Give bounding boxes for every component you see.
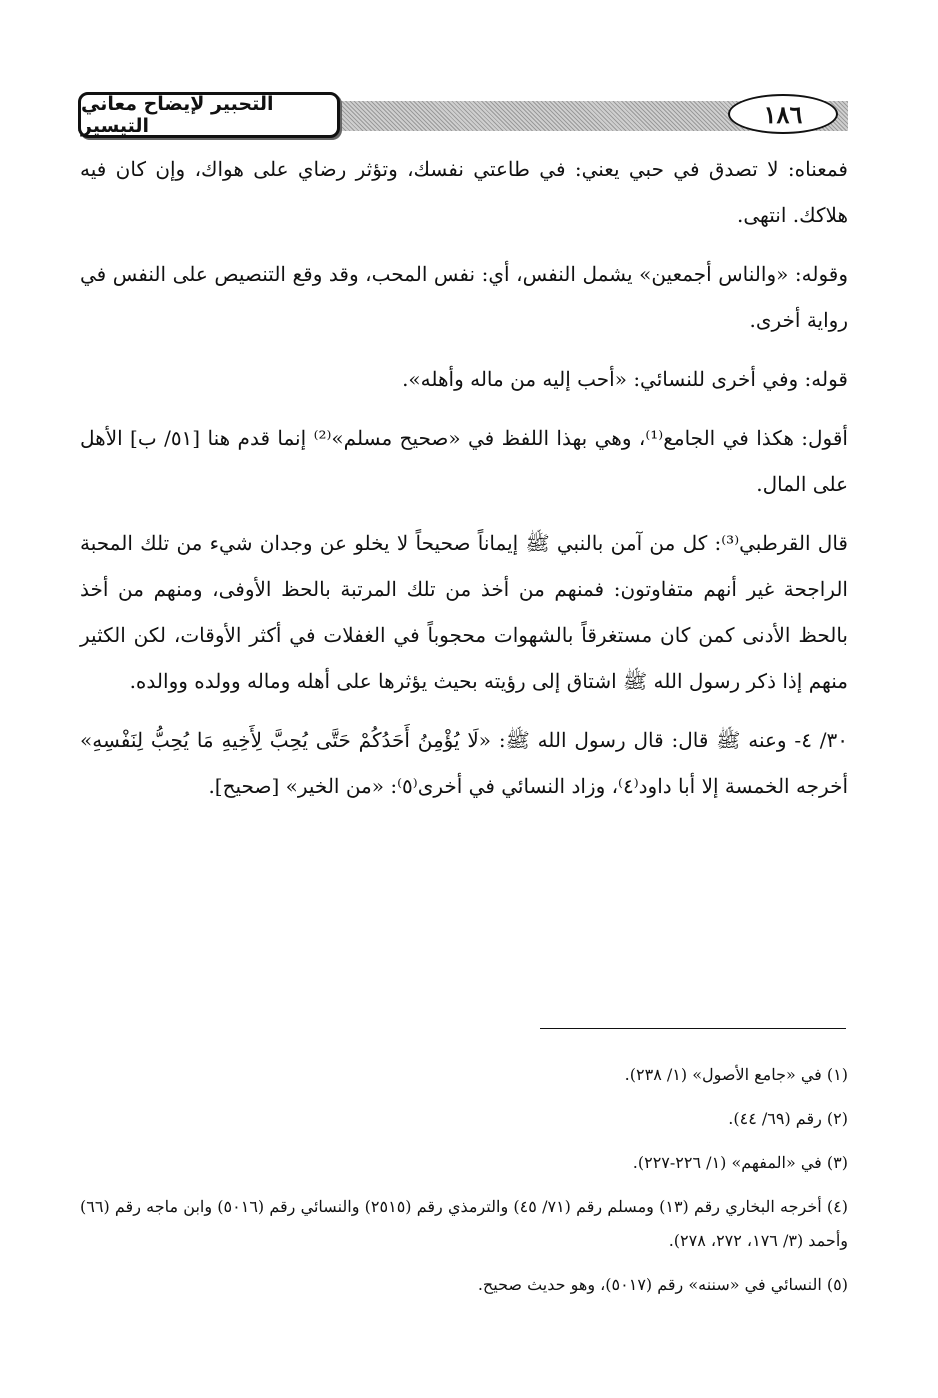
- paragraph-2: وقوله: «والناس أجمعين» يشمل النفس، أي: نفس المحب، وقد وقع التنصيص على النفس في رواية أخرى.: [80, 262, 848, 332]
- main-text: [80, 146, 848, 822]
- paragraph-3: قوله: وفي أخرى للنسائي: «أحب إليه من ماله وأهله».: [402, 367, 848, 391]
- page-header: [78, 92, 848, 142]
- footnote-3: (٣) في «المفهم» (١/ ٢٢٦-٢٢٧).: [632, 1153, 848, 1172]
- paragraph-4: أقول: هكذا في الجامع⁽¹⁾، وهي بهذا اللفظ في «صحيح مسلم»⁽²⁾ إنما قدم هنا [٥١/ ب] الأهل على المال.: [80, 426, 848, 496]
- footnote-4: (٤) أخرجه البخاري رقم (١٣) ومسلم رقم (٧١/ ٤٥) والترمذي رقم (٢٥١٥) والنسائي رقم (٥٠١٦) وابن ماجه رقم (٦٦) وأحمد (٣/ ١٧٦، ٢٧٢، ٢٧٨).: [80, 1197, 848, 1250]
- paragraph-5: قال القرطبي⁽³⁾: كل من آمن بالنبي ﷺ إيماناً صحيحاً لا يخلو عن وجدان شيء من تلك المحبة الراجحة غير أنهم متفاوتون: فمنهم من أخذ من تلك المرتبة بالحظ الأوفى، ومنهم من أخذ بالحظ الأدنى كمن كان مستغرقاً بالشهوات محجوباً في الغفلات في أكثر الأوقات، لكن الكثير منهم إذا ذكر رسول الله ﷺ اشتاق إلى رؤيته بحيث يؤثرها على أهله وماله وولده ووالده.: [80, 531, 848, 693]
- footnote-5: (٥) النسائي في «سننه» رقم (٥٠١٧)، وهو حديث صحيح.: [477, 1275, 848, 1294]
- paragraph-1: فمعناه: لا تصدق في حبي يعني: في طاعتي نفسك، وتؤثر رضاي على هواك، وإن كان فيه هلاكك. انتهى.: [80, 157, 848, 227]
- page-number: ١٨٦: [728, 94, 838, 134]
- footnotes: [80, 1058, 848, 1312]
- footnote-1: (١) في «جامع الأصول» (١/ ٢٣٨).: [624, 1065, 848, 1084]
- footnote-2: (٢) رقم (٦٩/ ٤٤).: [728, 1109, 848, 1128]
- footnote-separator: [540, 1028, 846, 1029]
- paragraph-6: ٣٠/ ٤- وعنه ﷺ قال: قال رسول الله ﷺ: «لَا يُؤْمِنُ أَحَدُكُمْ حَتَّى يُحِبَّ لِأَخِيهِ مَا يُحِبُّ لِنَفْسِهِ» أخرجه الخمسة إلا أبا داود⁽٤⁾، وزاد النسائي في أخرى⁽٥⁾: «من الخير» [صحيح].: [80, 728, 848, 798]
- book-title: التحبير لإيضاح معاني التيسير: [78, 92, 340, 138]
